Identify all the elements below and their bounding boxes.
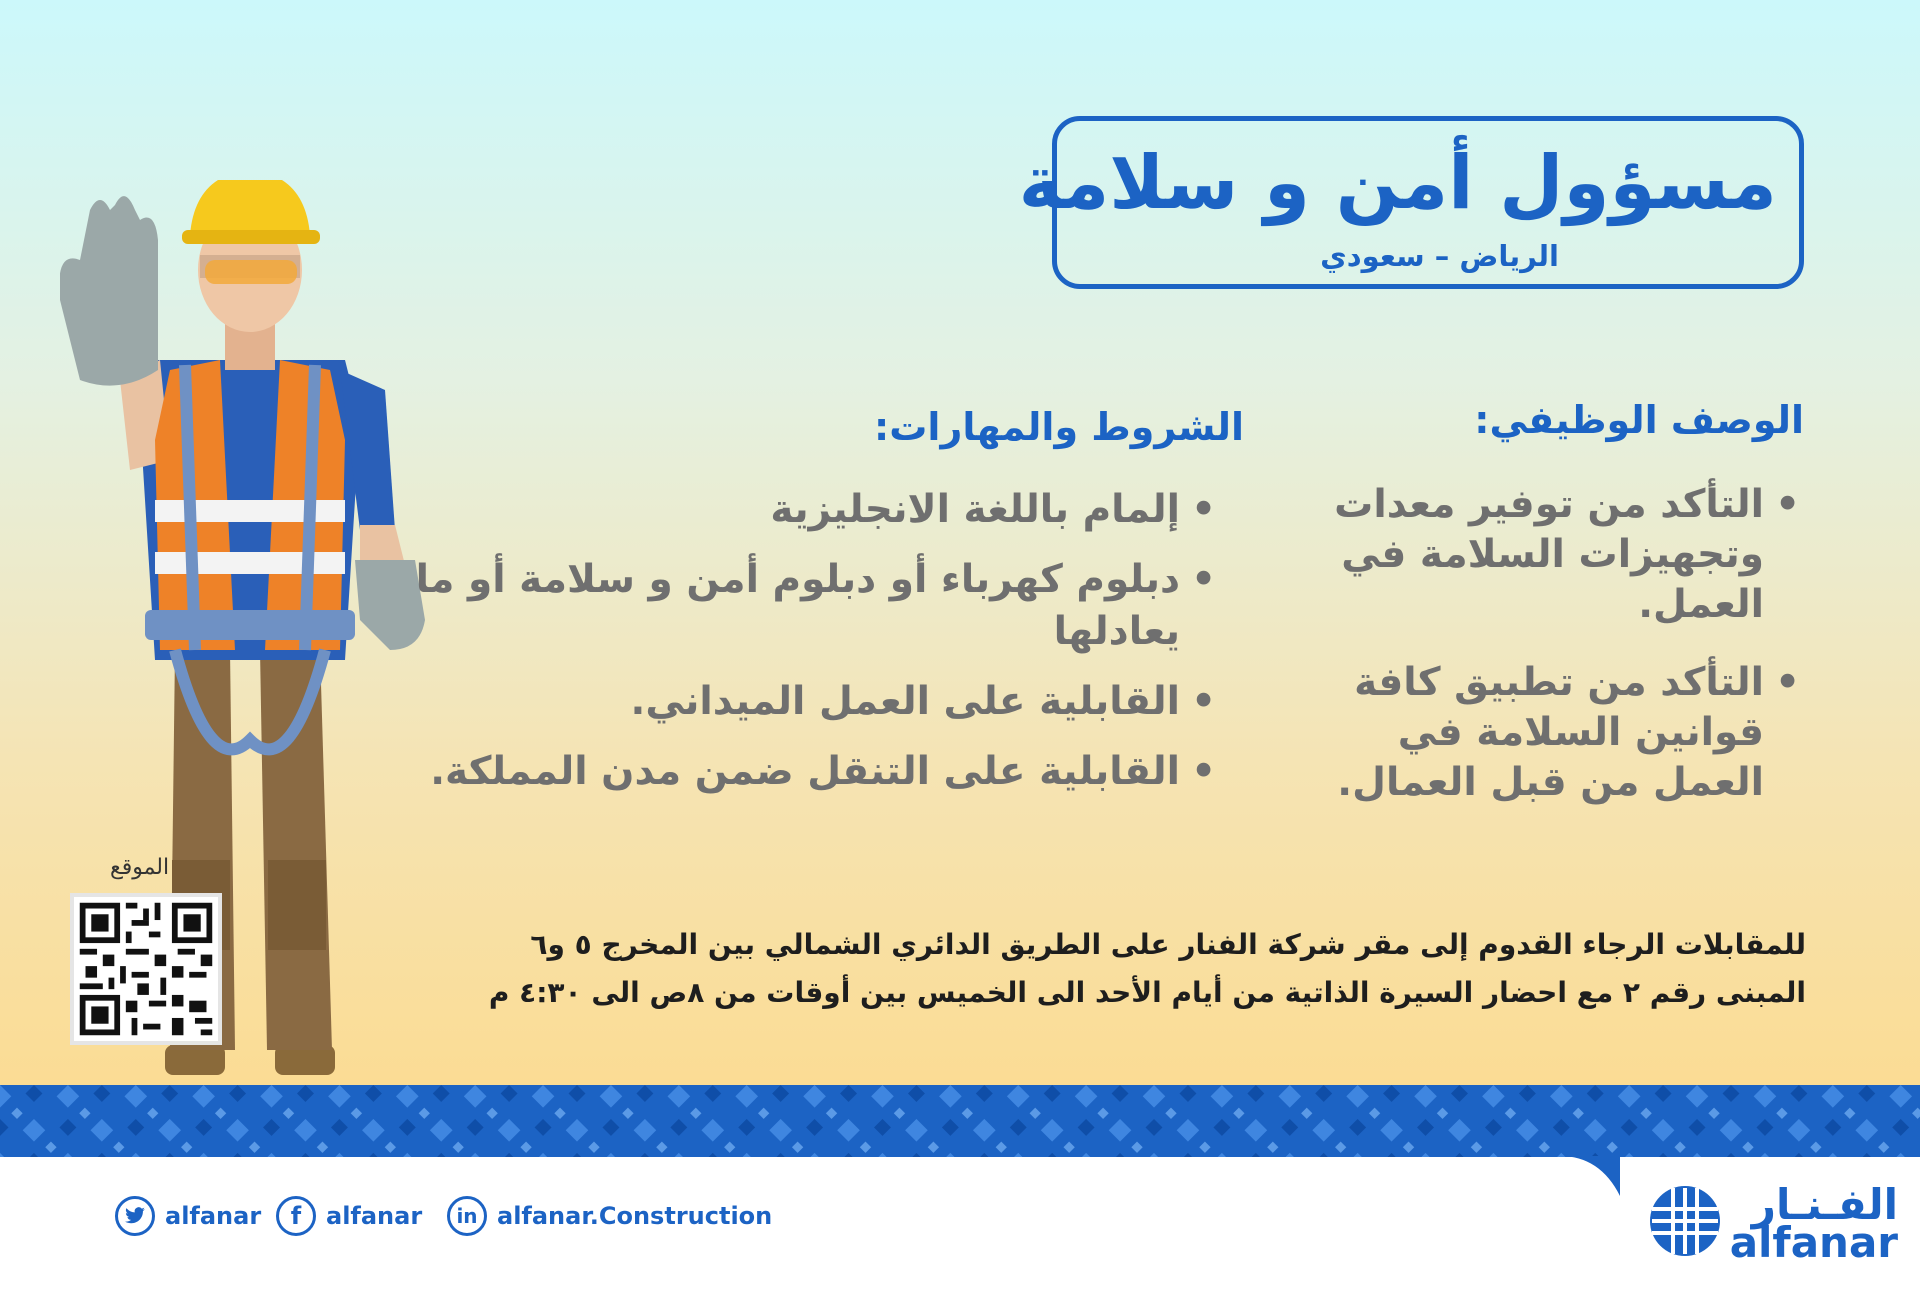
list-item: • القابلية على العمل الميداني. [380,676,1180,728]
footer-curve [0,1156,1920,1196]
linkedin-handle: alfanar.Construction [497,1202,773,1230]
list-item: • إلمام باللغة الانجليزية [380,484,1180,536]
logo-text-english: alfanar [1729,1218,1898,1267]
facebook-icon: f [276,1196,316,1236]
job-title: مسؤول أمن و سلامة [1018,140,1777,226]
interview-note-line-2: المبنى رقم ٢ مع احضار السيرة الذاتية من أيام الأحد الى الخميس بين أوقات من ٨ص الى ٤:٣٠ م [488,976,1806,1009]
title-box [1018,116,1804,289]
list-item: • دبلوم كهرباء أو دبلوم أمن و سلامة أو ما يعادلها [380,554,1180,658]
interview-note-line-1: للمقابلات الرجاء القدوم إلى مقر شركة الفنار على الطريق الدائري الشمالي بين المخرج ٥ و٦ [530,928,1806,961]
job-description-list [1284,480,1764,836]
list-item: • التأكد من تطبيق كافة قوانين السلامة في العمل من قبل العمال. [1284,658,1764,808]
alfanar-logo-mark [1648,1184,1722,1258]
job-description-heading: الوصف الوظيفي: [1474,398,1804,442]
list-item: • القابلية على التنقل ضمن مدن المملكة. [380,746,1180,798]
twitter-icon [115,1196,155,1236]
qr-label: الموقع [110,855,170,880]
social-linkedin[interactable] [447,1196,772,1236]
qr-code[interactable] [70,893,222,1045]
requirements-list [380,484,1180,816]
alfanar-logo [1648,1180,1898,1270]
logo-text-arabic: الفـنـار [1751,1180,1898,1229]
qr-code-pattern [74,897,218,1041]
list-item: • التأكد من توفير معدات وتجهيزات السلامة في العمل. [1284,480,1764,630]
stripe-pattern [0,1085,1920,1157]
requirements-heading: الشروط والمهارات: [874,405,1244,449]
linkedin-icon: in [447,1196,487,1236]
pattern-stripe [0,1085,1920,1157]
social-facebook[interactable] [276,1196,422,1236]
social-twitter[interactable] [115,1196,261,1236]
facebook-handle: alfanar [326,1202,423,1230]
job-location: الرياض – سعودي [1320,239,1559,273]
twitter-handle: alfanar [165,1202,262,1230]
